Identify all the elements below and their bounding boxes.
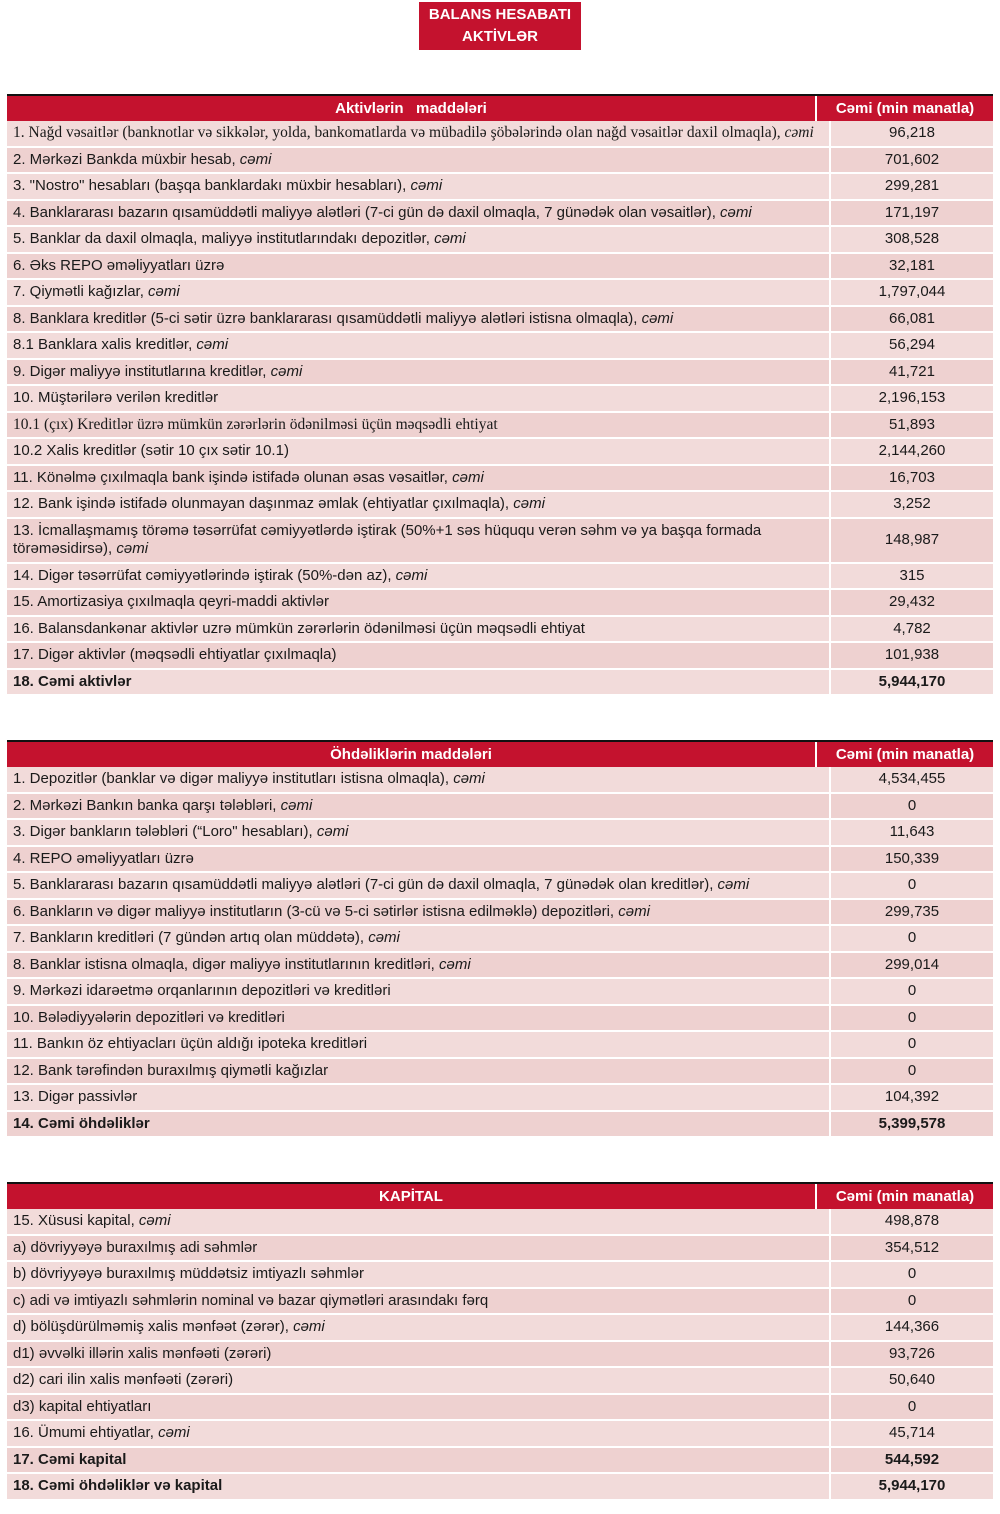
row-value: 56,294 xyxy=(829,333,993,358)
table-row xyxy=(7,307,993,334)
table-header-value: Cəmi (min manatla) xyxy=(815,742,993,767)
row-value: 2,196,153 xyxy=(829,386,993,411)
row-value: 104,392 xyxy=(829,1085,993,1110)
table-row xyxy=(7,1262,993,1289)
row-label: 12. Bank işində istifadə olunmayan daşınmaz əmlak (ehtiyatlar çıxılmaqla), cəmi xyxy=(13,495,545,512)
row-value: 0 xyxy=(829,1262,993,1287)
table-header-value: Cəmi (min manatla) xyxy=(815,96,993,121)
row-value: 0 xyxy=(829,1395,993,1420)
row-label: 16. Balansdankənar aktivlər uzrə mümkün zərərlərin ödənilməsi üçün məqsədli ehtiyat xyxy=(13,619,585,637)
table-header-label: Öhdəliklərin maddələri xyxy=(330,746,492,763)
row-label: 10.1 (çıx) Kreditlər üzrə mümkün zərərlərin ödənilməsi üçün məqsədli ehtiyat xyxy=(13,415,498,433)
row-label: 15. Amortizasiya çıxılmaqla qeyri-maddi aktivlər xyxy=(13,593,329,610)
table-row xyxy=(7,519,993,564)
table-header xyxy=(7,740,993,767)
row-value: 150,339 xyxy=(829,847,993,872)
table-header-value: Cəmi (min manatla) xyxy=(815,1184,993,1209)
table-row xyxy=(7,1085,993,1112)
row-value: 66,081 xyxy=(829,307,993,332)
row-label: 4. Banklararası bazarın qısamüddətli maliyyə alətləri (7-ci gün də daxil olmaqla, 7 günədək olan vəsaitlər), cəmi xyxy=(13,203,752,221)
row-label: 3. "Nostro" hesabları (başqa banklardakı müxbir hesabları), cəmi xyxy=(13,177,443,194)
row-value: 4,782 xyxy=(829,617,993,642)
table-row xyxy=(7,820,993,847)
row-label: 18. Cəmi öhdəliklər və kapital xyxy=(13,1477,223,1494)
row-value: 0 xyxy=(829,979,993,1004)
table-row xyxy=(7,174,993,201)
row-label: 13. İcmallaşmamış törəmə təsərrüfat cəmiyyətlərdə iştirak (50%+1 səs hüququ verən səhm və ya başqa formada törəməsidirsə), cəmi xyxy=(13,521,762,557)
row-value: 51,893 xyxy=(829,413,993,438)
table-row xyxy=(7,670,993,697)
table-row xyxy=(7,280,993,307)
table-row xyxy=(7,386,993,413)
row-label: 6. Əks REPO əməliyyatları üzrə xyxy=(13,256,225,274)
row-value: 0 xyxy=(829,926,993,951)
row-label: 18. Cəmi aktivlər xyxy=(13,672,132,690)
row-value: 4,534,455 xyxy=(829,767,993,792)
row-value: 148,987 xyxy=(829,519,993,562)
row-label: 10. Müştərilərə verilən kreditlər xyxy=(13,389,219,406)
table-row xyxy=(7,1032,993,1059)
table-row xyxy=(7,1421,993,1448)
row-value: 299,014 xyxy=(829,953,993,978)
table-row xyxy=(7,439,993,466)
row-label: 17. Cəmi kapital xyxy=(13,1450,127,1468)
row-value: 11,643 xyxy=(829,820,993,845)
table-row xyxy=(7,564,993,591)
table-row xyxy=(7,1315,993,1342)
row-label: 9. Digər maliyyə institutlarına kreditlər, cəmi xyxy=(13,362,303,380)
table-assets xyxy=(7,94,993,696)
row-value: 299,735 xyxy=(829,900,993,925)
table-row xyxy=(7,254,993,281)
row-label: 16. Ümumi ehtiyatlar, cəmi xyxy=(13,1424,190,1441)
row-label: 10. Bələdiyyələrin depozitləri və kreditləri xyxy=(13,1008,285,1026)
table-row xyxy=(7,1368,993,1395)
row-value: 0 xyxy=(829,1006,993,1031)
row-value: 315 xyxy=(829,564,993,589)
table-row xyxy=(7,1006,993,1033)
row-label: 2. Mərkəzi Bankda müxbir hesab, cəmi xyxy=(13,150,272,168)
row-value: 144,366 xyxy=(829,1315,993,1340)
row-label: d2) cari ilin xalis mənfəəti (zərəri) xyxy=(13,1371,234,1388)
row-label: 1. Depozitlər (banklar və digər maliyyə institutları istisna olmaqla), cəmi xyxy=(13,770,485,787)
table-header-label: Aktivlərin maddələri xyxy=(335,100,487,117)
row-value: 308,528 xyxy=(829,227,993,252)
table-row xyxy=(7,148,993,175)
table-capital xyxy=(7,1182,993,1501)
row-label: 8. Banklar istisna olmaqla, digər maliyyə institutlarının kreditləri, cəmi xyxy=(13,955,471,973)
row-label: 2. Mərkəzi Bankın banka qarşı tələbləri, cəmi xyxy=(13,796,313,814)
row-value: 50,640 xyxy=(829,1368,993,1393)
row-label: d1) əvvəlki illərin xalis mənfəəti (zərəri) xyxy=(13,1344,272,1362)
row-value: 0 xyxy=(829,873,993,898)
table-row xyxy=(7,873,993,900)
row-value: 701,602 xyxy=(829,148,993,173)
table-row xyxy=(7,1395,993,1422)
row-label: 1. Nağd vəsaitlər (banknotlar və sikkələr, yolda, bankomatlarda və mübadilə şöbələrində olan nağd vəsaitlər daxil olmaqla), cəmi xyxy=(13,124,814,141)
table-row xyxy=(7,1289,993,1316)
row-label: 14. Digər təsərrüfat cəmiyyətlərində iştirak (50%-dən az), cəmi xyxy=(13,566,428,584)
table-liabilities xyxy=(7,740,993,1138)
row-value: 299,281 xyxy=(829,174,993,199)
row-label: 8. Banklara kreditlər (5-ci sətir üzrə banklararası qısamüddətli maliyyə alətləri istisna olmaqla), cəmi xyxy=(13,309,674,327)
row-value: 5,399,578 xyxy=(829,1112,993,1137)
row-value: 0 xyxy=(829,1032,993,1057)
row-value: 16,703 xyxy=(829,466,993,491)
row-label: 15. Xüsusi kapital, cəmi xyxy=(13,1212,171,1229)
table-row xyxy=(7,492,993,519)
table-row xyxy=(7,360,993,387)
row-value: 41,721 xyxy=(829,360,993,385)
table-row xyxy=(7,333,993,360)
row-value: 32,181 xyxy=(829,254,993,279)
table-row xyxy=(7,953,993,980)
table-row xyxy=(7,590,993,617)
row-value: 101,938 xyxy=(829,643,993,668)
table-row xyxy=(7,121,993,148)
row-value: 498,878 xyxy=(829,1209,993,1234)
row-value: 0 xyxy=(829,1059,993,1084)
row-label: 6. Bankların və digər maliyyə institutların (3-cü və 5-ci sətirlər istisna edilməklə) depozitləri, cəmi xyxy=(13,902,650,920)
row-label: 10.2 Xalis kreditlər (sətir 10 çıx sətir 10.1) xyxy=(13,442,289,459)
row-label: 4. REPO əməliyyatları üzrə xyxy=(13,849,194,867)
table-header xyxy=(7,1182,993,1209)
row-value: 96,218 xyxy=(829,121,993,146)
table-row xyxy=(7,643,993,670)
table-row xyxy=(7,617,993,644)
row-label: 12. Bank tərəfindən buraxılmış qiymətli kağızlar xyxy=(13,1061,329,1079)
row-label: 11. Bankın öz ehtiyacları üçün aldığı ipoteka kreditləri xyxy=(13,1035,368,1052)
row-value: 93,726 xyxy=(829,1342,993,1367)
row-label: d) bölüşdürülməmiş xalis mənfəət (zərər), cəmi xyxy=(13,1318,325,1335)
row-value: 5,944,170 xyxy=(829,1474,993,1499)
row-value: 1,797,044 xyxy=(829,280,993,305)
table-row xyxy=(7,1112,993,1139)
row-label: 9. Mərkəzi idarəetmə orqanlarının depozitləri və kreditləri xyxy=(13,982,391,999)
table-header-label: KAPİTAL xyxy=(379,1188,443,1205)
row-label: 5. Banklar da daxil olmaqla, maliyyə institutlarındakı depozitlər, cəmi xyxy=(13,230,466,247)
document-title-line1: BALANS HESABATI xyxy=(428,6,572,23)
table-row xyxy=(7,227,993,254)
table-row xyxy=(7,466,993,493)
table-row xyxy=(7,794,993,821)
row-label: 8.1 Banklara xalis kreditlər, cəmi xyxy=(13,336,229,353)
row-label: 13. Digər passivlər xyxy=(13,1088,138,1105)
table-row xyxy=(7,926,993,953)
table-row xyxy=(7,1209,993,1236)
row-label: b) dövriyyəyə buraxılmış müddətsiz imtiyazlı səhmlər xyxy=(13,1265,364,1282)
row-label: 17. Digər aktivlər (məqsədli ehtiyatlar çıxılmaqla) xyxy=(13,646,337,663)
table-row xyxy=(7,900,993,927)
table-row xyxy=(7,1236,993,1263)
table-header xyxy=(7,94,993,121)
row-value: 0 xyxy=(829,1289,993,1314)
table-row xyxy=(7,1448,993,1475)
table-row xyxy=(7,201,993,228)
row-value: 5,944,170 xyxy=(829,670,993,695)
row-label: d3) kapital ehtiyatları xyxy=(13,1397,152,1415)
table-row xyxy=(7,1059,993,1086)
table-row xyxy=(7,847,993,874)
row-label: c) adi və imtiyazlı səhmlərin nominal və bazar qiymətləri arasındakı fərq xyxy=(13,1291,489,1309)
row-label: 11. Könəlmə çıxılmaqla bank işində istifadə olunan əsas vəsaitlər, cəmi xyxy=(13,468,484,486)
row-label: 7. Bankların kreditləri (7 gündən artıq olan müddətə), cəmi xyxy=(13,929,400,946)
table-row xyxy=(7,767,993,794)
row-value: 2,144,260 xyxy=(829,439,993,464)
table-row xyxy=(7,413,993,440)
document-title xyxy=(419,2,581,50)
tables-container xyxy=(7,94,993,1501)
row-label: a) dövriyyəyə buraxılmış adi səhmlər xyxy=(13,1238,258,1256)
row-label: 7. Qiymətli kağızlar, cəmi xyxy=(13,283,180,300)
row-value: 3,252 xyxy=(829,492,993,517)
row-value: 354,512 xyxy=(829,1236,993,1261)
row-label: 3. Digər bankların tələbləri (“Loro" hesabları), cəmi xyxy=(13,823,349,840)
row-value: 0 xyxy=(829,794,993,819)
row-value: 171,197 xyxy=(829,201,993,226)
row-value: 45,714 xyxy=(829,1421,993,1446)
table-row xyxy=(7,1342,993,1369)
row-label: 14. Cəmi öhdəliklər xyxy=(13,1114,150,1132)
row-value: 29,432 xyxy=(829,590,993,615)
row-value: 544,592 xyxy=(829,1448,993,1473)
table-row xyxy=(7,1474,993,1501)
row-label: 5. Banklararası bazarın qısamüddətli maliyyə alətləri (7-ci gün də daxil olmaqla, 7 günədək olan kreditlər), cəmi xyxy=(13,876,750,893)
table-row xyxy=(7,979,993,1006)
document-title-line2: AKTİVLƏR xyxy=(462,28,538,45)
